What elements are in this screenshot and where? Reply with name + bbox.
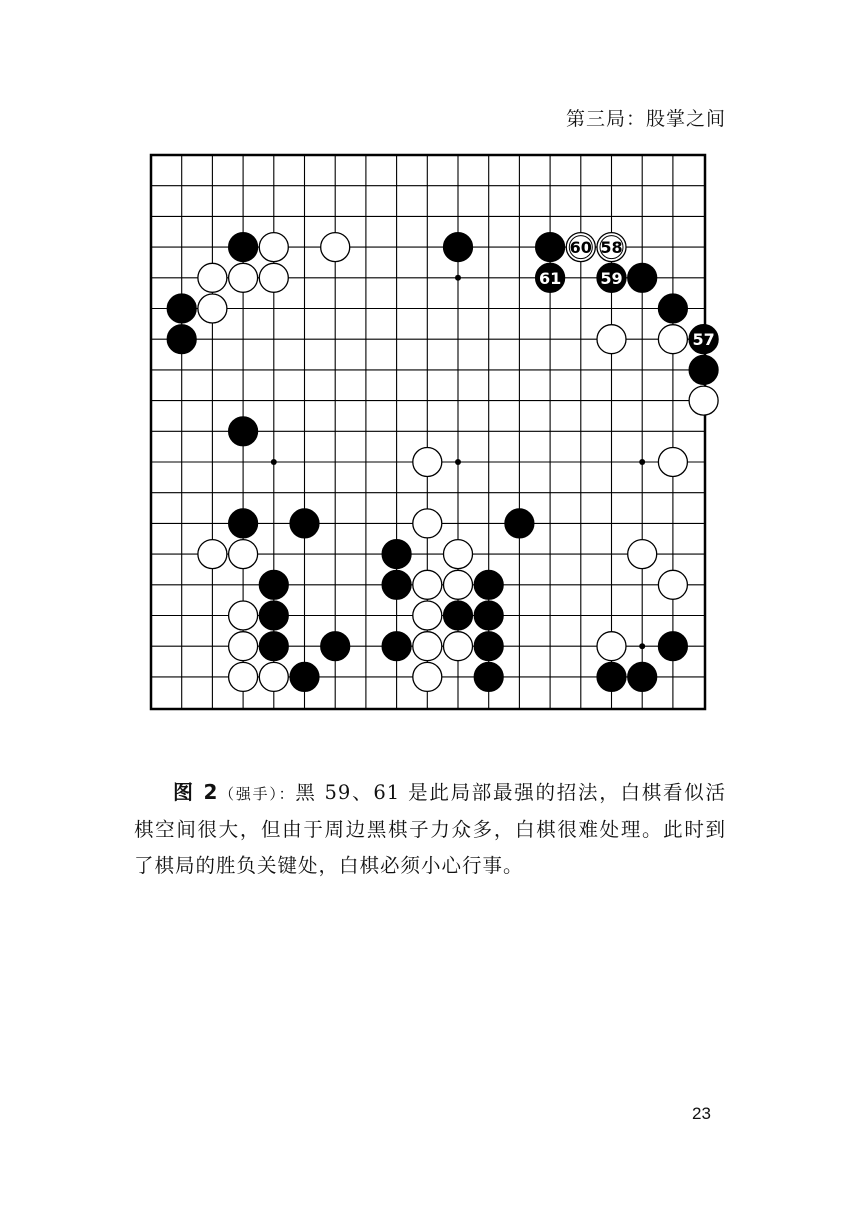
white-stone [413, 601, 442, 630]
white-stone [413, 448, 442, 477]
black-stone [536, 233, 565, 262]
black-stone [382, 632, 411, 661]
white-stone [259, 662, 288, 691]
white-stone [259, 263, 288, 292]
black-stone [167, 325, 196, 354]
black-stone [658, 294, 687, 323]
black-stone [259, 632, 288, 661]
white-stone [658, 570, 687, 599]
white-stone [413, 509, 442, 538]
caption-text: 黑 59、61 是此局部最强的招法，白棋看似活棋空间很大，但由于周边黑棋子力众多，白棋很难处理。此时到了棋局的胜负关键处，白棋必须小心行事。 [134, 781, 726, 877]
white-stone [229, 263, 258, 292]
black-stone [628, 263, 657, 292]
black-stone [229, 509, 258, 538]
white-stone [198, 263, 227, 292]
white-stone [658, 325, 687, 354]
black-stone [474, 601, 503, 630]
white-stone [229, 601, 258, 630]
white-stone [658, 448, 687, 477]
white-stone [444, 540, 473, 569]
white-stone [444, 632, 473, 661]
white-stone [413, 662, 442, 691]
black-stone [505, 509, 534, 538]
black-stone [290, 662, 319, 691]
running-header: 第三局：股掌之间 [565, 108, 726, 130]
move-number-label: 57 [692, 330, 715, 350]
black-stone [597, 662, 626, 691]
white-stone [413, 632, 442, 661]
page-number: 23 [692, 1104, 711, 1123]
white-stone [321, 233, 350, 262]
black-stone [689, 355, 718, 384]
go-board-diagram [148, 152, 715, 712]
white-stone [229, 662, 258, 691]
move-number-label: 61 [538, 268, 562, 288]
white-stone [198, 540, 227, 569]
white-stone [597, 325, 626, 354]
move-number-label: 59 [600, 268, 623, 288]
white-stone [689, 386, 718, 415]
black-stone [382, 570, 411, 599]
black-stone [474, 662, 503, 691]
black-stone [444, 601, 473, 630]
black-stone [382, 540, 411, 569]
star-point [271, 459, 277, 465]
black-stone [259, 570, 288, 599]
figure-caption [134, 774, 726, 884]
move-number-label: 60 [569, 238, 592, 258]
black-stone [229, 417, 258, 446]
black-stone [167, 294, 196, 323]
black-stone [474, 570, 503, 599]
black-stone [259, 601, 288, 630]
black-stone [290, 509, 319, 538]
figure-label: 图 2 [173, 780, 219, 804]
black-stone [628, 662, 657, 691]
white-stone [229, 632, 258, 661]
white-stone [229, 540, 258, 569]
star-point [455, 459, 461, 465]
black-stone [229, 233, 258, 262]
white-stone [597, 632, 626, 661]
white-stone [444, 570, 473, 599]
white-stone [628, 540, 657, 569]
black-stone [444, 233, 473, 262]
star-point [639, 459, 645, 465]
figure-sublabel: （强手）： [218, 785, 296, 803]
black-stone [321, 632, 350, 661]
black-stone [474, 632, 503, 661]
move-number-label: 58 [600, 238, 623, 258]
star-point [639, 643, 645, 649]
white-stone [259, 233, 288, 262]
star-point [455, 275, 461, 281]
white-stone [198, 294, 227, 323]
white-stone [413, 570, 442, 599]
black-stone [658, 632, 687, 661]
